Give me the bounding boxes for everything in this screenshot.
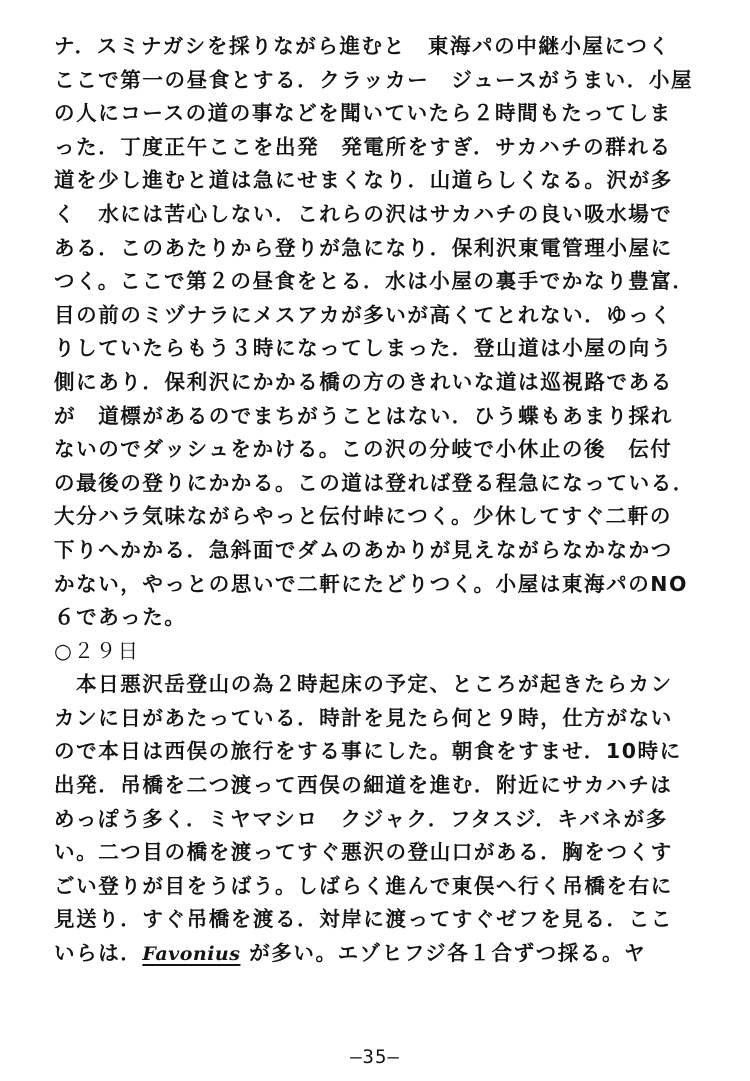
text-line: ナ．スミナガシを採りながら進むと 東海パの中継小屋につく (54, 34, 671, 58)
text-line: 出発．吊橋を二つ渡って西俣の細道を進む．附近にサカハチは (54, 773, 673, 798)
text-line: 見送り．すぐ吊橋を渡る．対岸に渡ってすぐゼフを見る．ここ (54, 907, 673, 932)
text-line: ここで第一の昼食とする．クラッカー ジュースがうまい．小屋 (54, 67, 694, 92)
text-line: りしていたらもう３時になってしまった．登山道は小屋の向う (54, 336, 673, 361)
text-line: 道を少し進むと道は急にせまくなり．山道らしくなる。沢が多 (54, 168, 673, 193)
text-line: ６であった。 (54, 605, 187, 630)
text-line: 本日悪沢岳登山の為２時起床の予定、ところが起きたらカン (76, 672, 673, 697)
text-line: 側にあり．保利沢にかかる橋の方のきれいな道は巡視路である (54, 369, 673, 394)
text-line: った．丁度正午ここを出発 発電所をすぎ．サカハチの群れる (54, 134, 672, 159)
last-line-prefix: いらは． (54, 941, 143, 966)
text-line: めっぽう多く．ミヤマシロ クジャク．フタスジ．キバネが多 (54, 806, 668, 831)
text-line: カンに日があたっている．時計を見たら何と９時，仕方がない (54, 705, 673, 730)
text-line: 下りへかかる．急斜面でダムのあかりが見えながらなかなかつ (54, 537, 673, 562)
last-line-suffix: が多い。エゾヒフジ各１合ずつ採る。ヤ (249, 941, 647, 966)
page-number: ‒35‒ (350, 1046, 400, 1068)
date-heading: ○２９日 (54, 638, 140, 663)
text-line: ごい登りが目をうばう。しばらく進んで東俣へ行く吊橋を右に (54, 873, 673, 898)
latin-species-name: Favonius (142, 943, 241, 966)
text-line: の最後の登りにかかる。この道は登れば登る程急になっている． (54, 470, 695, 495)
text-line: ので本日は西俣の旅行をする事にした。朝食をすませ．10時に (54, 739, 682, 764)
text-line: ないのでダッシュをかける。この沢の分岐で小休止の後 伝付 (54, 437, 673, 462)
text-line: い。二つ目の橋を渡ってすぐ悪沢の登山口がある．胸をつくす (54, 840, 673, 865)
text-line: 大分ハラ気味ながらやっと伝付峠につく。少休してすぐ二軒の (54, 504, 672, 529)
text-line: が 道標があるのでまちがうことはない．ひう蝶もあまり採れ (54, 403, 673, 428)
text-line: の人にコースの道の事などを聞いていたら２時間もたってしま (54, 101, 672, 126)
text-line: 目の前のミヅナラにメスアカが多いが高くてとれない．ゆっく (54, 302, 673, 327)
text-line: ある．このあたりから登りが急になり．保利沢東電管理小屋に (54, 235, 673, 260)
text-line: かない，やっとの思いで二軒にたどりつく。小屋は東海パのNO (54, 571, 689, 596)
text-line-last (54, 937, 734, 971)
text-line: つく。ここで第２の昼食をとる．水は小屋の裏手でかなり豊富． (54, 269, 695, 294)
text-line: く 水には苦心しない．これらの沢はサカハチの良い吸水場で (54, 201, 673, 226)
document-page (54, 30, 734, 971)
